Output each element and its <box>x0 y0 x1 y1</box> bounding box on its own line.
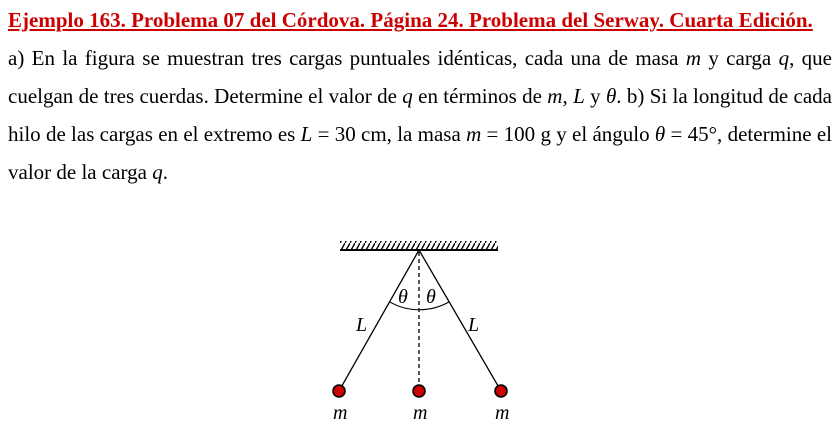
theta-left-label: θ <box>398 286 408 308</box>
symbol-q: q <box>152 160 163 184</box>
charge-left-ball <box>333 385 345 397</box>
symbol-m: m <box>466 122 482 146</box>
string-length-left-label: L <box>356 314 368 336</box>
symbol-q: q <box>778 46 790 70</box>
mass-label-left: m <box>333 402 348 424</box>
text-run: . <box>162 160 168 184</box>
symbol-m: m <box>547 84 563 108</box>
text-run: , que cuelgan de tres cuerdas. Determine el valor de <box>8 46 833 108</box>
text-run: , <box>562 84 574 108</box>
ceiling-hatching <box>340 241 498 250</box>
text-run: = 45°, determine el valor de la carga <box>8 122 832 184</box>
text-run: en términos de <box>412 84 548 108</box>
mass-label-right: m <box>495 402 510 424</box>
theta-right-label: θ <box>426 286 436 308</box>
symbol-theta: θ <box>654 122 666 146</box>
symbol-q: q <box>402 84 413 108</box>
charge-right-ball <box>495 385 507 397</box>
text-run: a) En la figura se muestran tres cargas puntuales idénticas, cada una de masa <box>8 46 686 70</box>
text-run: y carga <box>701 46 779 70</box>
symbol-m: m <box>685 46 701 70</box>
ceiling-support <box>340 241 498 250</box>
right-string <box>419 250 501 391</box>
text-run: y <box>584 84 606 108</box>
symbol-theta: θ <box>605 84 617 108</box>
text-run: = 30 cm, la masa <box>312 122 467 146</box>
left-string <box>339 250 419 391</box>
string-length-right-label: L <box>468 314 480 336</box>
symbol-L: L <box>573 84 585 108</box>
charge-center-ball <box>413 385 425 397</box>
charge-right <box>495 385 507 397</box>
mass-label-center: m <box>413 402 428 424</box>
charge-center <box>413 385 425 397</box>
charge-left <box>333 385 345 397</box>
symbol-L: L <box>300 122 313 146</box>
text-run: = 100 g y el ángulo <box>481 122 655 146</box>
text-run: . b) Si la longitud de cada hilo de las cargas en el extremo es <box>8 84 833 146</box>
problem-title: Ejemplo 163. Problema 07 del Córdova. Página 24. Problema del Serway. Cuarta Edición. <box>8 8 813 32</box>
